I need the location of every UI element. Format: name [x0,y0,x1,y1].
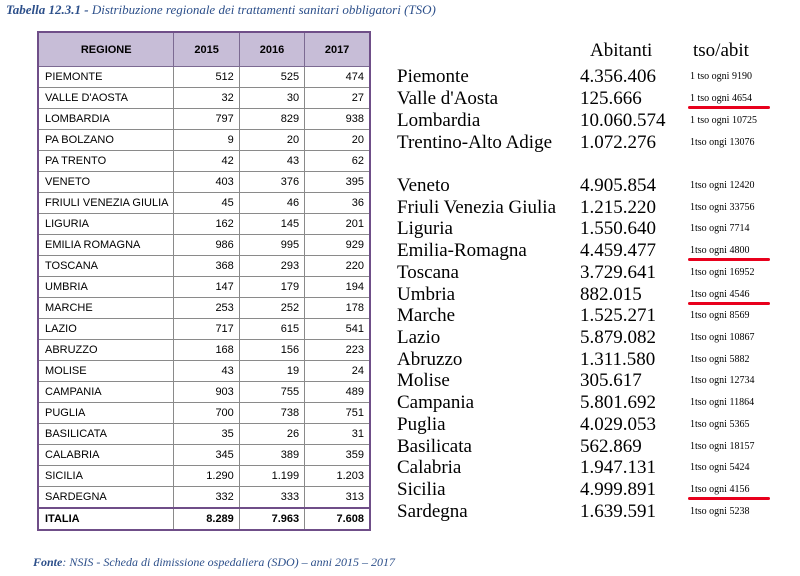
region-cell: FRIULI VENEZIA GIULIA [38,193,174,214]
region-name: Lombardia [397,110,481,131]
population-value: 4.905.854 [580,175,656,196]
total-label-cell: ITALIA [38,508,174,530]
value-cell: 32 [174,88,239,109]
population-value: 1.072.276 [580,132,656,153]
region-name: Sicilia [397,479,446,500]
value-cell: 389 [239,445,304,466]
value-cell: 717 [174,319,239,340]
population-value: 305.617 [580,370,642,391]
region-cell: PUGLIA [38,403,174,424]
value-cell: 35 [174,424,239,445]
region-cell: VALLE D'AOSTA [38,88,174,109]
value-cell: 145 [239,214,304,235]
region-cell: MOLISE [38,361,174,382]
source-note [33,555,395,570]
tso-ratio: 1 tso ogni 9190 [690,71,752,82]
tso-ratio: 1tso ogni 18157 [690,441,755,452]
tso-ratio: 1tso ogni 33756 [690,202,755,213]
value-cell: 30 [239,88,304,109]
value-cell: 345 [174,445,239,466]
value-cell: 986 [174,235,239,256]
value-cell: 738 [239,403,304,424]
region-name: Calabria [397,457,462,478]
region-name: Marche [397,305,456,326]
tso-ratio: 1tso ogni 4800 [690,245,750,256]
region-cell: CALABRIA [38,445,174,466]
region-cell: SICILIA [38,466,174,487]
region-name: Abruzzo [397,349,463,370]
region-cell: CAMPANIA [38,382,174,403]
tso-ratio: 1tso ogni 11864 [690,397,755,408]
population-value: 4.459.477 [580,240,656,261]
population-value: 562.869 [580,436,642,457]
population-value: 125.666 [580,88,642,109]
population-value: 1.947.131 [580,457,656,478]
header-abitanti: Abitanti [590,40,653,61]
value-cell: 168 [174,340,239,361]
region-name: Puglia [397,414,446,435]
value-cell: 293 [239,256,304,277]
value-cell: 162 [174,214,239,235]
region-name: Molise [397,370,450,391]
tso-ratio: 1tso ogni 5424 [690,462,750,473]
value-cell: 829 [239,109,304,130]
region-cell: VENETO [38,172,174,193]
value-cell: 512 [174,67,239,88]
region-cell: LOMBARDIA [38,109,174,130]
column-header-2015: 2015 [174,32,239,67]
tso-ratio: 1tso ogni 12734 [690,375,755,386]
value-cell: 253 [174,298,239,319]
population-value: 1.639.591 [580,501,656,522]
value-cell: 20 [239,130,304,151]
value-cell: 24 [305,361,370,382]
tso-ratio: 1tso ogni 12420 [690,180,755,191]
value-cell: 395 [305,172,370,193]
region-cell: EMILIA ROMAGNA [38,235,174,256]
value-cell: 9 [174,130,239,151]
highlight-underline [688,106,770,109]
value-cell: 147 [174,277,239,298]
total-value-cell: 7.963 [239,508,304,530]
population-value: 4.356.406 [580,66,656,87]
population-value: 3.729.641 [580,262,656,283]
region-cell: TOSCANA [38,256,174,277]
region-name: Piemonte [397,66,469,87]
tso-ratio: 1 tso ogni 10725 [690,115,757,126]
region-cell: PA BOLZANO [38,130,174,151]
value-cell: 45 [174,193,239,214]
value-cell: 178 [305,298,370,319]
value-cell: 62 [305,151,370,172]
region-name: Toscana [397,262,459,283]
tso-ratio: 1tso ogni 7714 [690,223,750,234]
value-cell: 700 [174,403,239,424]
population-value: 1.550.640 [580,218,656,239]
value-cell: 36 [305,193,370,214]
value-cell: 156 [239,340,304,361]
value-cell: 903 [174,382,239,403]
value-cell: 46 [239,193,304,214]
value-cell: 376 [239,172,304,193]
total-value-cell: 7.608 [305,508,370,530]
total-value-cell: 8.289 [174,508,239,530]
region-name: Valle d'Aosta [397,88,499,109]
tso-ratio: 1tso ongi 13076 [690,137,755,148]
column-header-2016: 2016 [239,32,304,67]
value-cell: 541 [305,319,370,340]
value-cell: 751 [305,403,370,424]
tso-ratio: 1tso ogni 5365 [690,419,750,430]
tso-ratio: 1tso ogni 4546 [690,289,750,300]
value-cell: 1.199 [239,466,304,487]
region-cell: UMBRIA [38,277,174,298]
value-cell: 525 [239,67,304,88]
population-value: 1.525.271 [580,305,656,326]
population-value: 5.801.692 [580,392,656,413]
tso-ratio: 1 tso ogni 4654 [690,93,752,104]
region-cell: PA TRENTO [38,151,174,172]
header-tso-abit: tso/abit [693,40,749,61]
value-cell: 19 [239,361,304,382]
region-name: Liguria [397,218,453,239]
population-value: 1.311.580 [580,349,656,370]
region-cell: SARDEGNA [38,487,174,509]
population-value: 5.879.082 [580,327,656,348]
region-cell: LAZIO [38,319,174,340]
value-cell: 31 [305,424,370,445]
value-cell: 474 [305,67,370,88]
value-cell: 755 [239,382,304,403]
region-name: Emilia-Romagna [397,240,527,261]
population-value: 882.015 [580,284,642,305]
population-value: 10.060.574 [580,110,666,131]
value-cell: 43 [239,151,304,172]
region-name: Veneto [397,175,450,196]
tso-ratio: 1tso ogni 8569 [690,310,750,321]
caption-label: Tabella 12.3.1 - [6,2,89,17]
region-name: Campania [397,392,475,413]
value-cell: 179 [239,277,304,298]
tso-ratio: 1tso ogni 16952 [690,267,755,278]
value-cell: 220 [305,256,370,277]
value-cell: 333 [239,487,304,509]
tso-ratio: 1tso ogni 5882 [690,354,750,365]
population-value: 4.029.053 [580,414,656,435]
source-label: Fonte [33,555,63,569]
value-cell: 43 [174,361,239,382]
population-value: 4.999.891 [580,479,656,500]
region-name: Friuli Venezia Giulia [397,197,557,218]
value-cell: 20 [305,130,370,151]
region-name: Trentino-Alto Adige [397,132,552,153]
value-cell: 797 [174,109,239,130]
caption-text: Distribuzione regionale dei trattamenti sanitari obbligatori (TSO) [91,2,436,17]
value-cell: 489 [305,382,370,403]
region-name: Umbria [397,284,456,305]
population-value: 1.215.220 [580,197,656,218]
region-cell: BASILICATA [38,424,174,445]
value-cell: 194 [305,277,370,298]
value-cell: 252 [239,298,304,319]
highlight-underline [688,497,770,500]
region-cell: LIGURIA [38,214,174,235]
value-cell: 313 [305,487,370,509]
value-cell: 332 [174,487,239,509]
value-cell: 938 [305,109,370,130]
value-cell: 359 [305,445,370,466]
value-cell: 27 [305,88,370,109]
region-cell: ABRUZZO [38,340,174,361]
value-cell: 929 [305,235,370,256]
value-cell: 223 [305,340,370,361]
tso-ratio: 1tso ogni 10867 [690,332,755,343]
value-cell: 42 [174,151,239,172]
tso-ratio: 1tso ogni 5238 [690,506,750,517]
region-name: Sardegna [397,501,468,522]
value-cell: 403 [174,172,239,193]
region-name: Lazio [397,327,441,348]
region-name: Basilicata [397,436,472,457]
value-cell: 1.203 [305,466,370,487]
value-cell: 615 [239,319,304,340]
region-cell: PIEMONTE [38,67,174,88]
value-cell: 201 [305,214,370,235]
column-header-region: REGIONE [38,32,174,67]
column-header-2017: 2017 [305,32,370,67]
value-cell: 1.290 [174,466,239,487]
region-cell: MARCHE [38,298,174,319]
value-cell: 26 [239,424,304,445]
source-text: : NSIS - Scheda di dimissione ospedaliera (SDO) – anni 2015 – 2017 [62,555,395,569]
tso-ratio: 1tso ogni 4156 [690,484,750,495]
highlight-underline [688,258,770,261]
value-cell: 368 [174,256,239,277]
value-cell: 995 [239,235,304,256]
